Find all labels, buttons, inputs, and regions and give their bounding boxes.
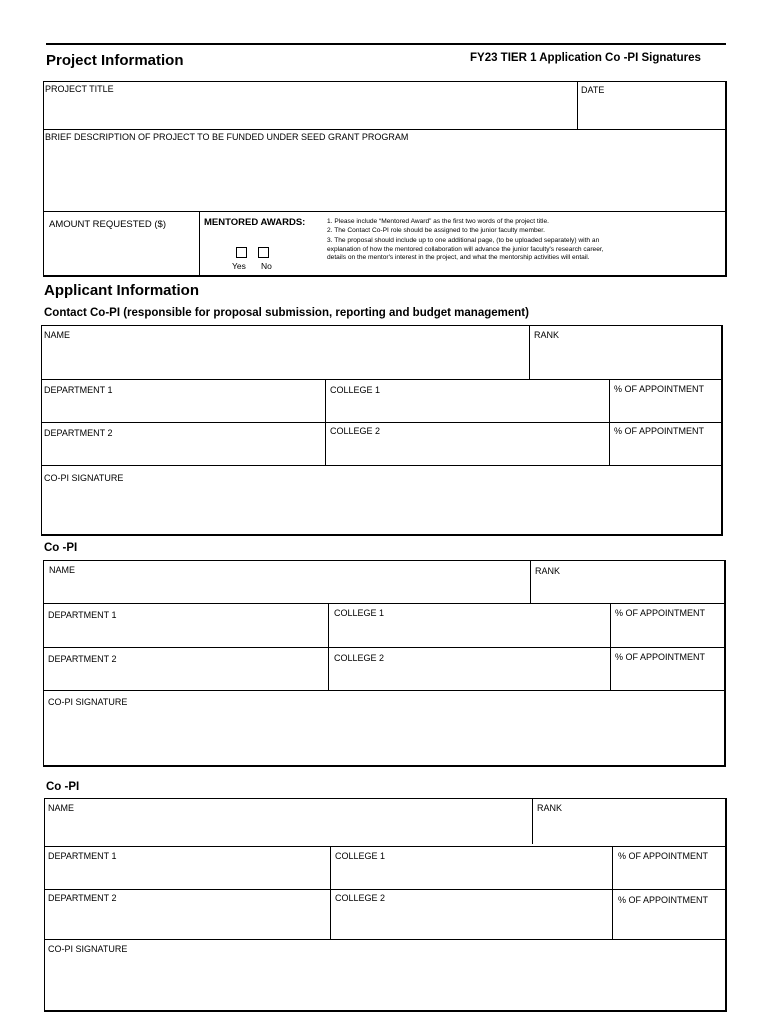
divider (44, 846, 727, 847)
description-field[interactable]: BRIEF DESCRIPTION OF PROJECT TO BE FUNDED UNDER SEED GRANT PROGRAM (45, 132, 409, 142)
department-1-field[interactable]: DEPARTMENT 1 (48, 610, 117, 620)
divider (43, 211, 727, 212)
divider (529, 325, 530, 380)
appointment-2-field[interactable]: % OF APPOINTMENT (614, 426, 705, 436)
signature-field[interactable]: CO-PI SIGNATURE (48, 697, 128, 707)
contact-copi-title: Contact Co-PI (responsible for proposal submission, reporting and budget management) (44, 307, 529, 319)
name-field[interactable]: NAME (48, 803, 75, 813)
department-2-field[interactable]: DEPARTMENT 2 (48, 654, 117, 664)
no-label: No (261, 261, 272, 271)
page-title: Project Information (46, 52, 184, 69)
applicant-section-title: Applicant Information (44, 282, 199, 299)
divider (41, 379, 723, 380)
college-2-field[interactable]: COLLEGE 2 (334, 653, 385, 663)
date-field[interactable]: DATE (581, 85, 605, 95)
divider (44, 939, 727, 940)
divider (532, 798, 533, 844)
divider (43, 647, 726, 648)
note-line: 1. Please include “Mentored Award” as the first two words of the project title. (327, 218, 549, 225)
rank-field[interactable]: RANK (537, 803, 563, 813)
divider (41, 465, 723, 466)
note-line: 3. The proposal should include up to one additional page, (to be uploaded separately) with an (327, 237, 600, 245)
mentored-notes (327, 218, 722, 263)
department-1-field[interactable]: DEPARTMENT 1 (48, 851, 117, 861)
college-2-field[interactable]: COLLEGE 2 (335, 893, 386, 903)
divider (577, 81, 578, 130)
form-name: FY23 TIER 1 Application Co -PI Signatures (470, 52, 701, 64)
copi-table-1 (43, 560, 726, 767)
divider (530, 560, 531, 604)
department-2-field[interactable]: DEPARTMENT 2 (44, 428, 113, 438)
note-line: 2. The Contact Co-PI role should be assigned to the junior faculty member. (327, 226, 545, 234)
appointment-2-field[interactable]: % OF APPOINTMENT (615, 652, 706, 662)
divider (43, 129, 727, 130)
department-2-field[interactable]: DEPARTMENT 2 (48, 893, 117, 903)
divider (199, 211, 200, 277)
appointment-1-field[interactable]: % OF APPOINTMENT (614, 384, 705, 394)
divider (41, 422, 723, 423)
project-title-field[interactable]: PROJECT TITLE (45, 84, 114, 94)
college-2-field[interactable]: COLLEGE 2 (330, 426, 381, 436)
yes-label: Yes (232, 261, 246, 271)
rank-field[interactable]: RANK (535, 566, 561, 576)
copi-title: Co -PI (46, 781, 80, 793)
header-rule (46, 43, 726, 45)
copi-table-2 (44, 798, 727, 1012)
signature-field[interactable]: CO-PI SIGNATURE (44, 473, 124, 483)
note-line: explanation of how the mentored collaboration will advance the junior faculty's research career, (327, 245, 604, 253)
college-1-field[interactable]: COLLEGE 1 (330, 385, 381, 395)
college-1-field[interactable]: COLLEGE 1 (334, 608, 385, 618)
mentored-awards-label: MENTORED AWARDS: (204, 217, 306, 228)
appointment-2-field[interactable]: % OF APPOINTMENT (618, 895, 709, 905)
signature-field[interactable]: CO-PI SIGNATURE (48, 944, 128, 954)
divider (43, 690, 726, 691)
college-1-field[interactable]: COLLEGE 1 (335, 851, 386, 861)
divider (44, 889, 727, 890)
amount-requested-field[interactable]: AMOUNT REQUESTED ($) (49, 219, 167, 230)
name-field[interactable]: NAME (44, 330, 71, 340)
name-field[interactable]: NAME (49, 565, 76, 575)
appointment-1-field[interactable]: % OF APPOINTMENT (615, 608, 706, 618)
appointment-1-field[interactable]: % OF APPOINTMENT (618, 851, 709, 861)
note-line: details on the mentor's interest in the project, and what the mentorship activities will entail. (327, 254, 590, 262)
divider (612, 846, 613, 940)
mentored-no-checkbox[interactable] (258, 247, 269, 258)
mentored-yes-checkbox[interactable] (236, 247, 247, 258)
department-1-field[interactable]: DEPARTMENT 1 (44, 385, 113, 395)
copi-title: Co -PI (44, 542, 78, 554)
divider (43, 603, 726, 604)
divider (330, 846, 331, 940)
rank-field[interactable]: RANK (534, 330, 560, 340)
